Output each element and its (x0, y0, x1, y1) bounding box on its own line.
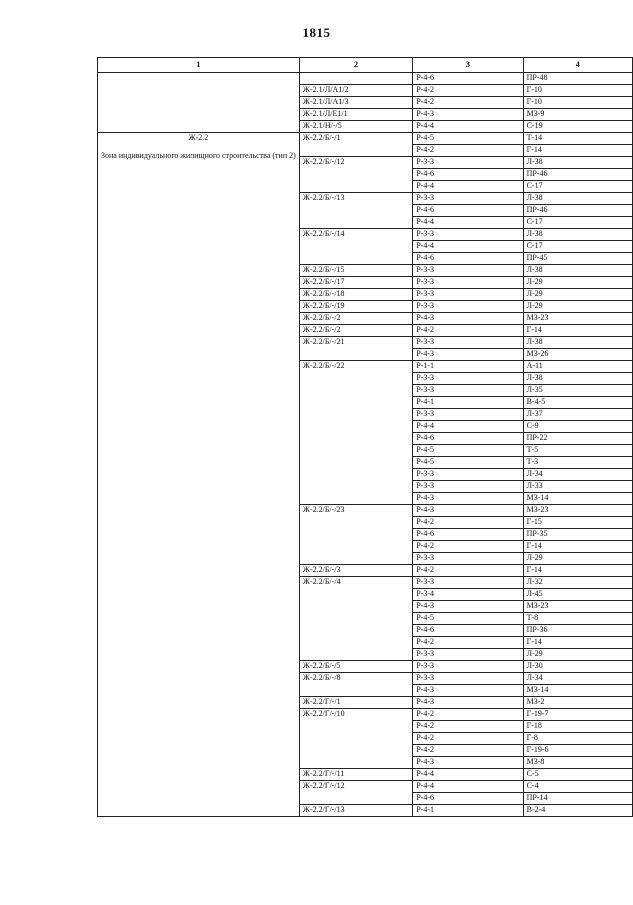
zone-description: Зона индивидуального жилищного строительства (тип 2) (101, 151, 296, 160)
plot-code-cell: Ж-2.2/Б/-/2 (299, 325, 412, 337)
regulation-cell: Р-4-4 (413, 781, 523, 793)
index-cell: С-17 (523, 217, 632, 229)
regulation-cell: Р-4-2 (413, 85, 523, 97)
index-cell: Л-32 (523, 577, 632, 589)
plot-code-cell: Ж-2.2/Г/-/12 (299, 781, 412, 805)
index-cell: Г-14 (523, 145, 632, 157)
plot-code-cell: Ж-2.2/Б/-/17 (299, 277, 412, 289)
regulation-cell: Р-4-6 (413, 433, 523, 445)
index-cell: Л-38 (523, 157, 632, 169)
regulation-cell: Р-4-2 (413, 325, 523, 337)
index-cell: ПР-46 (523, 169, 632, 181)
header-col-3: 3 (413, 58, 523, 73)
zoning-table (97, 57, 633, 817)
plot-code-cell (299, 73, 412, 85)
regulation-cell: Р-4-3 (413, 505, 523, 517)
index-cell: МЗ-9 (523, 109, 632, 121)
header-col-2: 2 (299, 58, 412, 73)
regulation-cell: Р-1-1 (413, 361, 523, 373)
regulation-cell: Р-4-6 (413, 529, 523, 541)
index-cell: МЗ-2 (523, 697, 632, 709)
zone-cell (98, 133, 300, 817)
regulation-cell: Р-4-4 (413, 769, 523, 781)
regulation-cell: Р-4-5 (413, 445, 523, 457)
table-row (98, 133, 633, 145)
index-cell: Г-8 (523, 733, 632, 745)
plot-code-cell: Ж-2.2/Б/-/21 (299, 337, 412, 361)
index-cell: Г-19-7 (523, 709, 632, 721)
plot-code-cell: Ж-2.2/Г/-/10 (299, 709, 412, 769)
plot-code-cell: Ж-2.2/Б/-/3 (299, 565, 412, 577)
index-cell: Т-14 (523, 133, 632, 145)
index-cell: Л-33 (523, 481, 632, 493)
regulation-cell: Р-3-3 (413, 301, 523, 313)
regulation-cell: Р-3-3 (413, 481, 523, 493)
regulation-cell: Р-3-3 (413, 553, 523, 565)
index-cell: Л-35 (523, 385, 632, 397)
plot-code-cell: Ж-2.2/Б/-/1 (299, 133, 412, 157)
regulation-cell: Р-4-2 (413, 97, 523, 109)
index-cell: ПР-22 (523, 433, 632, 445)
regulation-cell: Р-3-4 (413, 589, 523, 601)
table-body (98, 73, 633, 817)
page-number: 1815 (302, 25, 331, 40)
index-cell: Г-15 (523, 517, 632, 529)
regulation-cell: Р-4-5 (413, 613, 523, 625)
plot-code-cell: Ж-2.2/Б/-/15 (299, 265, 412, 277)
zone-code: Ж-2.2 (188, 133, 209, 142)
header-col-1: 1 (98, 58, 300, 73)
regulation-cell: Р-4-6 (413, 73, 523, 85)
regulation-cell: Р-4-4 (413, 121, 523, 133)
regulation-cell: Р-4-1 (413, 397, 523, 409)
regulation-cell: Р-3-3 (413, 577, 523, 589)
header-row (98, 58, 633, 73)
plot-code-cell: Ж-2.2/Б/-/8 (299, 673, 412, 697)
index-cell: Т-8 (523, 613, 632, 625)
index-cell: Г-18 (523, 721, 632, 733)
index-cell: Л-45 (523, 589, 632, 601)
index-cell: ПР-14 (523, 793, 632, 805)
regulation-cell: Р-3-3 (413, 229, 523, 241)
regulation-cell: Р-4-2 (413, 541, 523, 553)
regulation-cell: Р-4-2 (413, 733, 523, 745)
plot-code-cell: Ж-2.2/Б/-/5 (299, 661, 412, 673)
plot-code-cell: Ж-2.2/Б/-/12 (299, 157, 412, 193)
regulation-cell: Р-4-2 (413, 517, 523, 529)
index-cell: С-5 (523, 769, 632, 781)
index-cell: ПР-36 (523, 625, 632, 637)
regulation-cell: Р-3-3 (413, 157, 523, 169)
plot-code-cell: Ж-2.1/Л/Е1/1 (299, 109, 412, 121)
regulation-cell: Р-3-3 (413, 661, 523, 673)
regulation-cell: Р-4-2 (413, 145, 523, 157)
index-cell: Л-30 (523, 661, 632, 673)
zone-cell-empty (98, 73, 300, 133)
regulation-cell: Р-4-2 (413, 637, 523, 649)
regulation-cell: Р-4-2 (413, 709, 523, 721)
regulation-cell: Р-4-3 (413, 601, 523, 613)
index-cell: Л-38 (523, 229, 632, 241)
index-cell: ПР-48 (523, 73, 632, 85)
plot-code-cell: Ж-2.2/Г/-/13 (299, 805, 412, 817)
index-cell: МЗ-23 (523, 601, 632, 613)
plot-code-cell: Ж-2.2/Г/-/1 (299, 697, 412, 709)
regulation-cell: Р-4-5 (413, 133, 523, 145)
table-row (98, 73, 633, 85)
regulation-cell: Р-4-6 (413, 205, 523, 217)
index-cell: Л-34 (523, 469, 632, 481)
index-cell: Г-14 (523, 325, 632, 337)
index-cell: Г-19-6 (523, 745, 632, 757)
header-col-4: 4 (523, 58, 632, 73)
index-cell: Л-38 (523, 373, 632, 385)
index-cell: Л-34 (523, 673, 632, 685)
regulation-cell: Р-3-3 (413, 673, 523, 685)
regulation-cell: Р-4-4 (413, 217, 523, 229)
regulation-cell: Р-3-3 (413, 385, 523, 397)
index-cell: Л-29 (523, 649, 632, 661)
regulation-cell: Р-4-6 (413, 253, 523, 265)
index-cell: МЗ-23 (523, 505, 632, 517)
regulation-cell: Р-4-2 (413, 565, 523, 577)
regulation-cell: Р-3-3 (413, 409, 523, 421)
index-cell: С-4 (523, 781, 632, 793)
index-cell: ПР-35 (523, 529, 632, 541)
regulation-cell: Р-4-3 (413, 109, 523, 121)
plot-code-cell: Ж-2.1/Н/-/5 (299, 121, 412, 133)
regulation-cell: Р-4-2 (413, 745, 523, 757)
plot-code-cell: Ж-2.2/Б/-/14 (299, 229, 412, 265)
plot-code-cell: Ж-2.2/Б/-/2 (299, 313, 412, 325)
index-cell: Л-38 (523, 265, 632, 277)
regulation-cell: Р-3-3 (413, 193, 523, 205)
index-cell: Л-29 (523, 277, 632, 289)
index-cell: В-4-5 (523, 397, 632, 409)
index-cell: Г-14 (523, 541, 632, 553)
regulation-cell: Р-4-1 (413, 805, 523, 817)
plot-code-cell: Ж-2.2/Б/-/18 (299, 289, 412, 301)
plot-code-cell: Ж-2.2/Б/-/23 (299, 505, 412, 565)
index-cell: Г-10 (523, 85, 632, 97)
index-cell: Л-37 (523, 409, 632, 421)
index-cell: МЗ-23 (523, 313, 632, 325)
regulation-cell: Р-4-6 (413, 625, 523, 637)
plot-code-cell: Ж-2.1/Л/А1/2 (299, 85, 412, 97)
index-cell: МЗ-14 (523, 685, 632, 697)
regulation-cell: Р-4-4 (413, 421, 523, 433)
regulation-cell: Р-4-3 (413, 349, 523, 361)
plot-code-cell: Ж-2.2/Б/-/22 (299, 361, 412, 505)
index-cell: Г-14 (523, 637, 632, 649)
regulation-cell: Р-4-3 (413, 313, 523, 325)
index-cell: МЗ-8 (523, 757, 632, 769)
plot-code-cell: Ж-2.2/Б/-/13 (299, 193, 412, 229)
regulation-cell: Р-3-3 (413, 289, 523, 301)
regulation-cell: Р-4-3 (413, 757, 523, 769)
index-cell: ПР-45 (523, 253, 632, 265)
index-cell: Г-14 (523, 565, 632, 577)
index-cell: С-17 (523, 241, 632, 253)
index-cell: Т-3 (523, 457, 632, 469)
plot-code-cell: Ж-2.2/Б/-/4 (299, 577, 412, 661)
index-cell: С-9 (523, 421, 632, 433)
regulation-cell: Р-3-3 (413, 469, 523, 481)
plot-code-cell: Ж-2.1/Л/А1/3 (299, 97, 412, 109)
index-cell: Л-38 (523, 337, 632, 349)
index-cell: С-17 (523, 181, 632, 193)
index-cell: Т-5 (523, 445, 632, 457)
index-cell: Л-29 (523, 289, 632, 301)
regulation-cell: Р-3-3 (413, 373, 523, 385)
regulation-cell: Р-3-3 (413, 265, 523, 277)
index-cell: Л-29 (523, 301, 632, 313)
regulation-cell: Р-4-3 (413, 697, 523, 709)
index-cell: В-2-4 (523, 805, 632, 817)
index-cell: ПР-46 (523, 205, 632, 217)
regulation-cell: Р-4-5 (413, 457, 523, 469)
regulation-cell: Р-4-3 (413, 685, 523, 697)
regulation-cell: Р-3-3 (413, 649, 523, 661)
regulation-cell: Р-4-6 (413, 793, 523, 805)
plot-code-cell: Ж-2.2/Г/-/11 (299, 769, 412, 781)
index-cell: Л-38 (523, 193, 632, 205)
index-cell: МЗ-14 (523, 493, 632, 505)
regulation-cell: Р-4-4 (413, 241, 523, 253)
index-cell: Г-10 (523, 97, 632, 109)
regulation-cell: Р-4-3 (413, 493, 523, 505)
plot-code-cell: Ж-2.2/Б/-/19 (299, 301, 412, 313)
index-cell: Л-29 (523, 553, 632, 565)
regulation-cell: Р-4-6 (413, 169, 523, 181)
regulation-cell: Р-4-2 (413, 721, 523, 733)
regulation-cell: Р-4-4 (413, 181, 523, 193)
index-cell: С-19 (523, 121, 632, 133)
regulation-cell: Р-3-3 (413, 337, 523, 349)
index-cell: МЗ-26 (523, 349, 632, 361)
index-cell: А-11 (523, 361, 632, 373)
regulation-cell: Р-3-3 (413, 277, 523, 289)
